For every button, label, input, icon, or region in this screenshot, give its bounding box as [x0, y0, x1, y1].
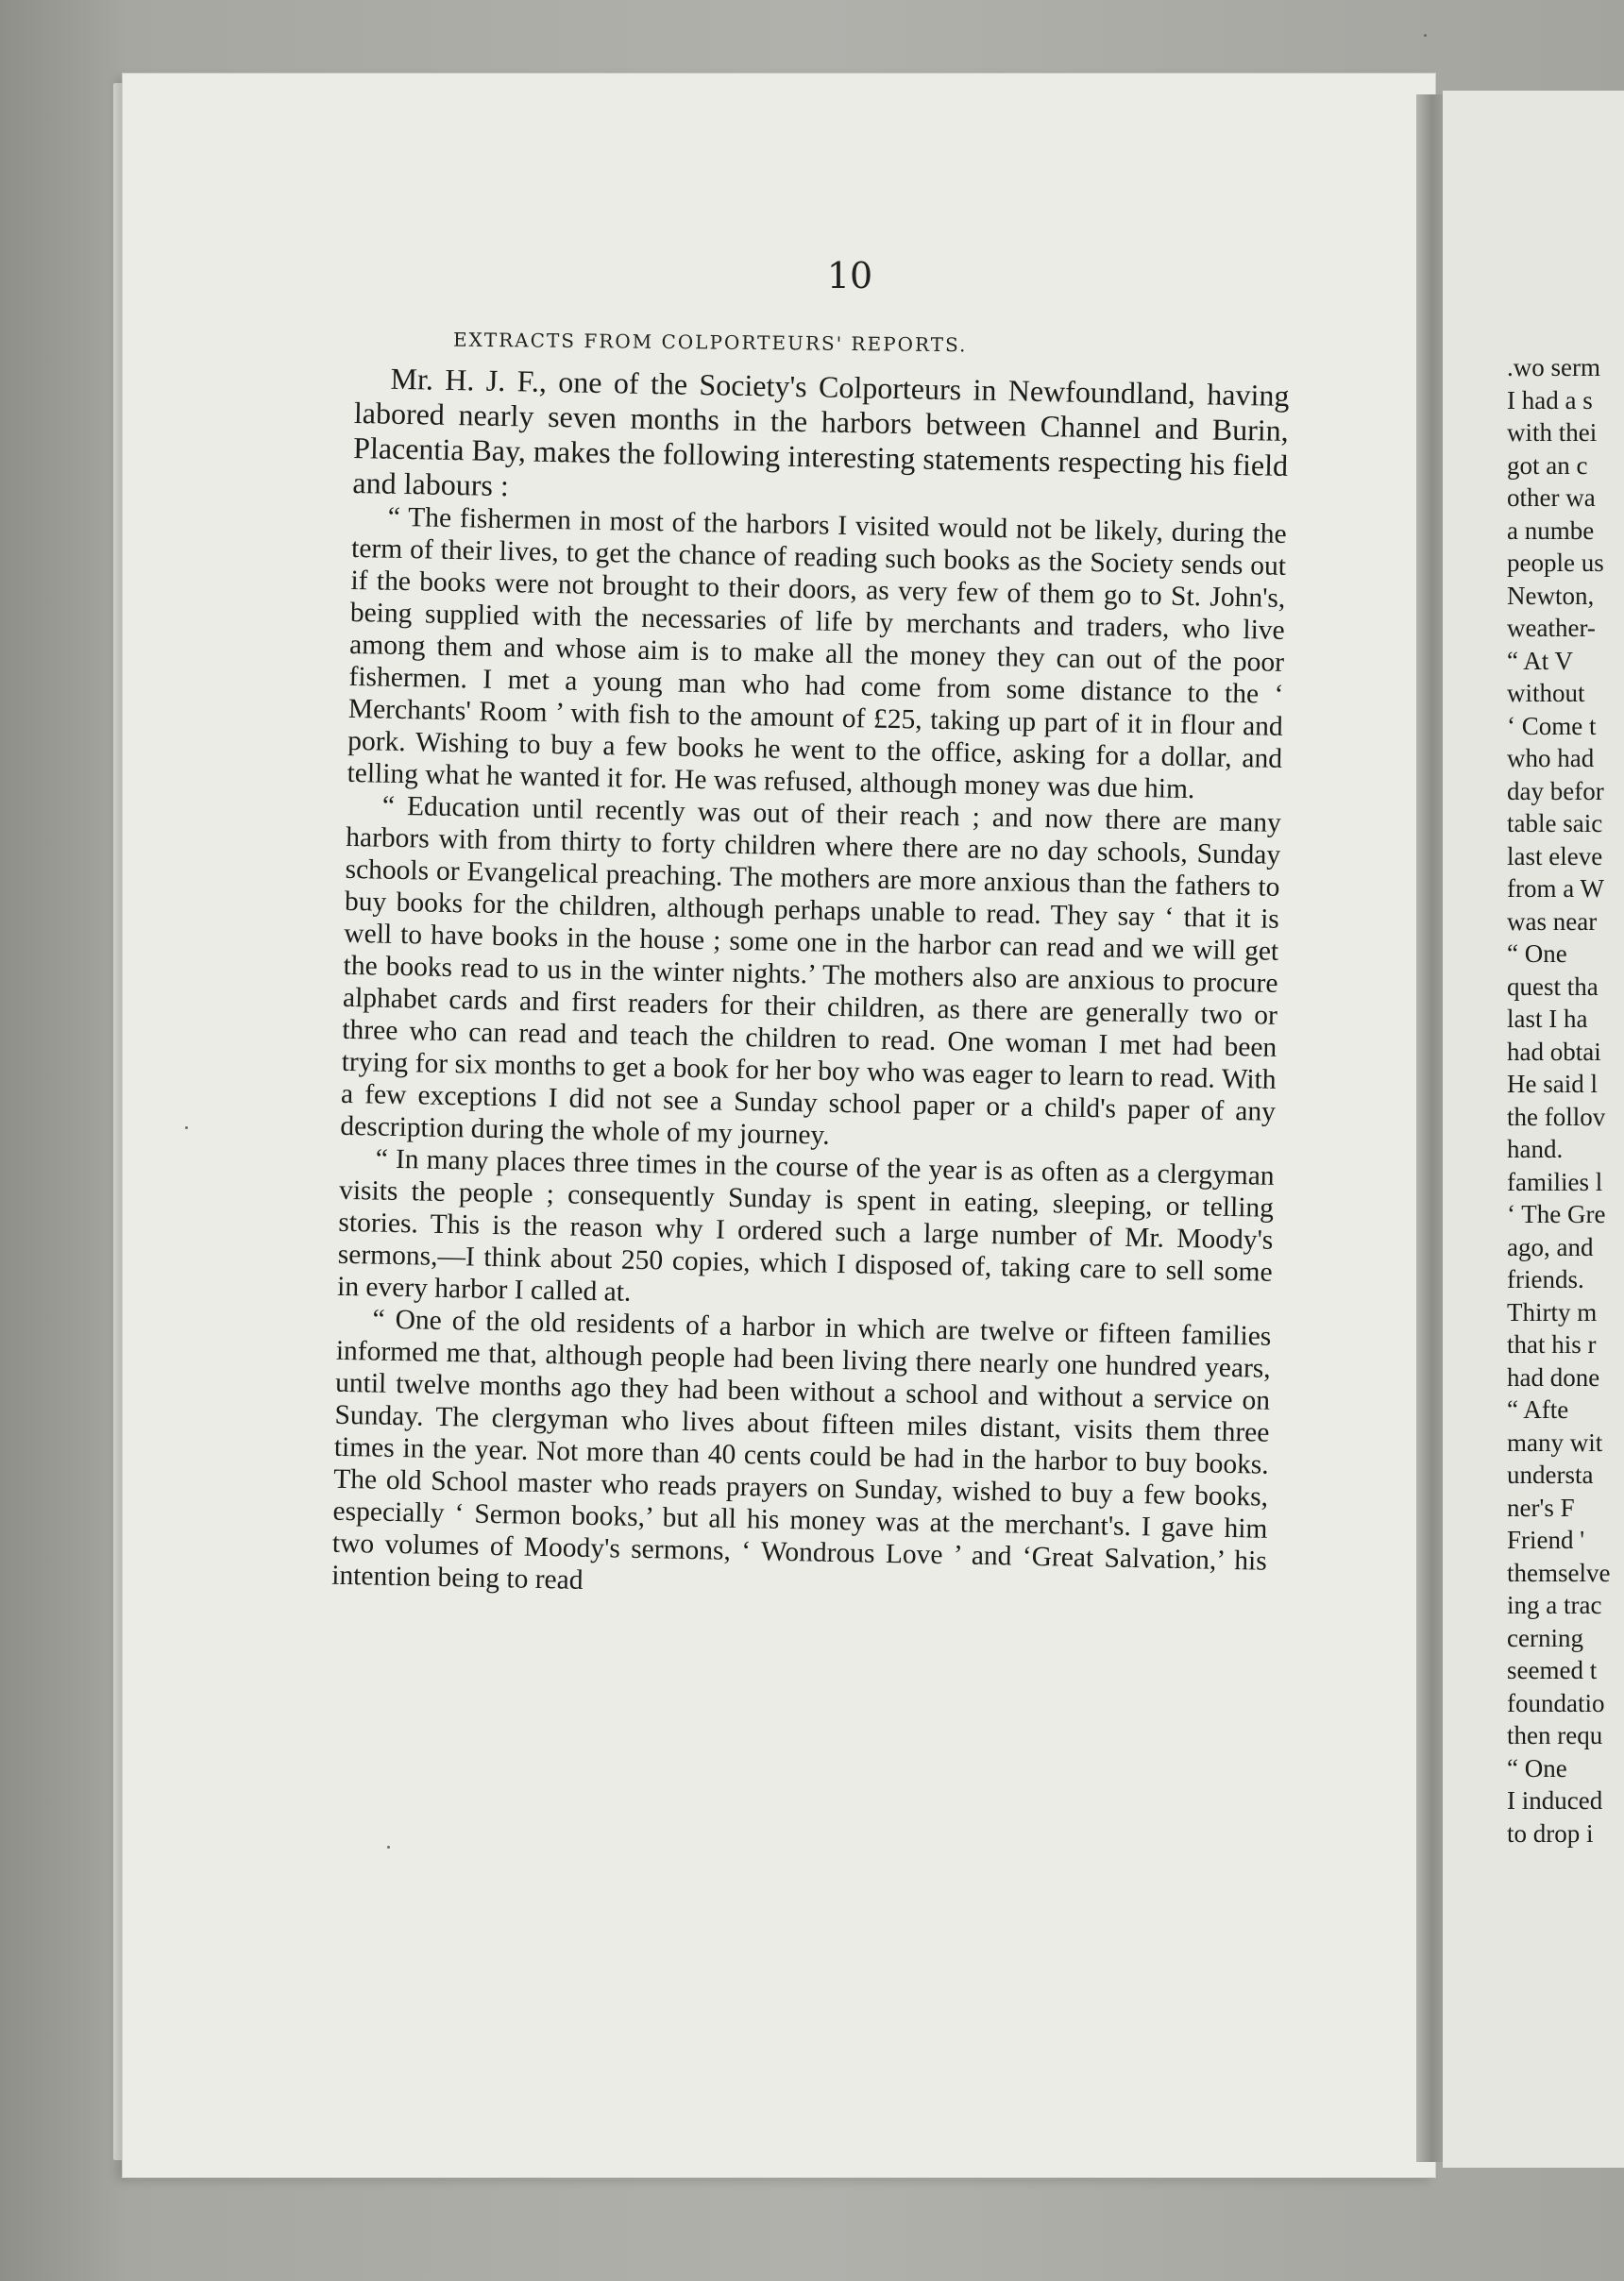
right-line: I had a s [1507, 385, 1593, 414]
right-line: the follov [1507, 1102, 1606, 1131]
scan-speck [387, 1846, 390, 1849]
body-text [331, 361, 1290, 1610]
intro-paragraph: Mr. H. J. F., one of the Society's Colporteurs in Newfoundland, having labored nearly seven months in the harbors between Channel and Burin, Placentia Bay, makes the following interesting statements respecting his field and labours : [352, 361, 1290, 503]
right-line: I induced [1507, 1786, 1603, 1815]
book-gutter [1416, 94, 1443, 2162]
right-line: had obtai [1507, 1037, 1601, 1066]
right-line: He said l [1507, 1070, 1598, 1098]
right-line: Friend ' [1507, 1526, 1585, 1554]
right-line: with thei [1507, 418, 1598, 447]
right-line: hand. [1507, 1135, 1564, 1163]
scan-speck [1424, 34, 1427, 37]
right-line: ‘ Come t [1507, 711, 1597, 740]
right-line: families l [1507, 1167, 1603, 1196]
body-paragraph: “ The fishermen in most of the harbors I visited would not be likely, during the term of their lives, to get the chance of reading such books as the Society sends out if the books were not brought to their doors, as very few of them go to St. John's, being supplied with the necessaries of life by merchants and traders, who live among them and whose aim is to make all the money they can out of the poor fishermen. I met a young man who had come from some distance to the ‘ Merchants' Room ’ with fish to the amount of £25, taking up part of it in flour and pork. Wishing to buy a few books he went to the office, asking for a dollar, and telling what he wanted it for. He was refused, although money was due him. [347, 501, 1287, 805]
right-line: ago, and [1507, 1232, 1594, 1261]
right-line: .wo serm [1507, 353, 1600, 381]
right-line: themselve [1507, 1558, 1611, 1587]
right-line: then requ [1507, 1721, 1603, 1749]
right-line: to drop i [1507, 1818, 1594, 1848]
right-line: “ At V [1507, 646, 1574, 675]
right-line: people us [1507, 549, 1604, 577]
right-line: Newton, [1507, 581, 1595, 610]
right-line: ‘ The Gre [1507, 1200, 1606, 1228]
right-line: from a W [1507, 874, 1604, 903]
right-line: had done [1507, 1362, 1600, 1392]
right-line: understa [1507, 1461, 1594, 1489]
right-line: quest tha [1507, 972, 1599, 1001]
right-line: table saic [1507, 809, 1603, 837]
right-line: ner's F [1507, 1493, 1575, 1522]
right-line: ing a trac [1507, 1591, 1602, 1619]
right-line: a numbe [1507, 515, 1595, 545]
right-line: last eleve [1507, 841, 1603, 870]
body-paragraph: “ One of the old residents of a harbor in which are twelve or fifteen families informed me that, although people had been living there nearly one hundred years, until twelve months ago they had been without a school and without a service on Sunday. The clergyman who lives about fifteen miles distant, visits them three times in the year. Not more than 40 cents could be had in the harbor to buy books. The old School master who reads prayers on Sunday, wished to buy a few books, especially ‘ Sermon books,’ but all his money was at the merchant's. I gave him two volumes of Moody's sermons, ‘ Wondrous Love ’ and ‘Great Salvation,’ his intention being to read [330, 1304, 1272, 1596]
body-paragraph: “ In many places three times in the course of the year is as often as a clergyman visits the people ; consequently Sunday is spent in eating, sleeping, or telling stories. This is the reason why I ordered such a large number of Mr. Moody's sermons,—I think about 250 copies, which I disposed of, taking care to sell some in every harbor I called at. [336, 1143, 1275, 1308]
section-title: EXTRACTS FROM COLPORTEURS' REPORTS. [452, 328, 968, 357]
right-line: day befor [1507, 776, 1604, 805]
right-line: last I ha [1507, 1005, 1588, 1033]
right-line: Thirty m [1507, 1297, 1598, 1326]
right-line: many wit [1507, 1428, 1603, 1457]
right-line: “ One [1507, 939, 1567, 968]
right-line: other wa [1507, 483, 1596, 512]
page-number: 10 [826, 255, 873, 296]
right-line: that his r [1507, 1330, 1597, 1359]
right-line: without [1507, 679, 1585, 707]
right-line: got an c [1507, 450, 1588, 480]
right-line: “ One [1507, 1753, 1567, 1783]
right-line: “ Afte [1507, 1395, 1569, 1424]
body-paragraph: “ Education until recently was out of their reach ; and now there are many harbors with from thirty to forty children where there are no day schools, Sunday schools or Evangelical preaching. The mothers are more anxious than the fathers to buy books for the children, although perhaps unable to read. They say ‘ that it is well to have books in the house ; some one in the harbor can read and we will get the books read to us in the winter nights.’ The mothers also are anxious to procure alphabet cards and first readers for their children, as there are generally two or three who can read and teach the children to read. One woman I met had been trying for six months to get a book for her boy who was eager to learn to read. With a few exceptions I did not see a Sunday school paper or a child's paper of any description during the whole of my journey. [340, 790, 1282, 1151]
right-line: cerning [1507, 1623, 1583, 1652]
right-line: seemed t [1507, 1656, 1598, 1684]
scan-speck [185, 1126, 188, 1129]
right-line: friends. [1507, 1265, 1584, 1293]
right-line: foundatio [1507, 1688, 1605, 1717]
right-line: was near [1507, 906, 1598, 936]
right-page-text [1507, 351, 1624, 1850]
right-line: weather- [1507, 614, 1596, 642]
right-line: who had [1507, 744, 1595, 772]
